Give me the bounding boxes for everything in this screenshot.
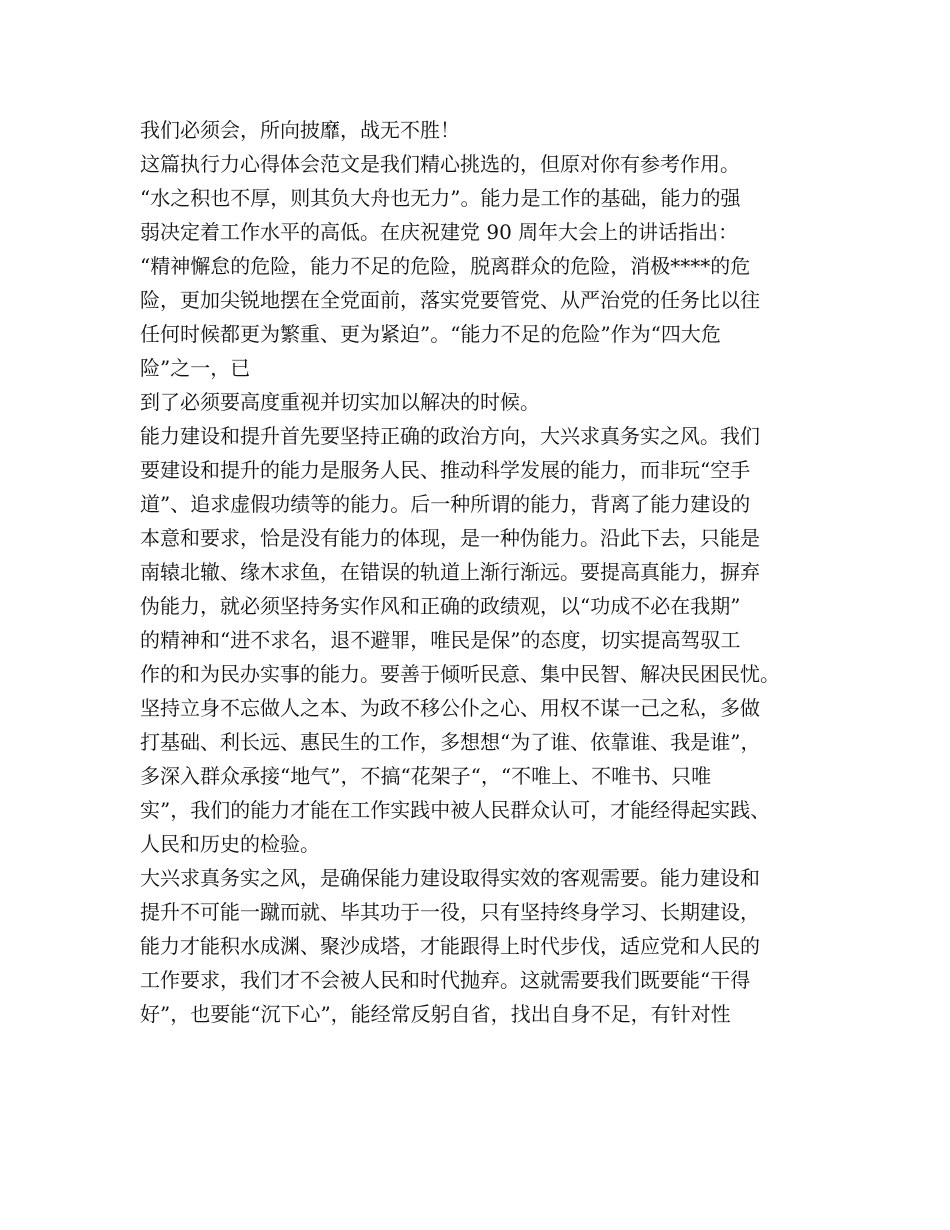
text-line: 道”、追求虚假功绩等的能力。后一种所谓的能力，背离了能力建设的 bbox=[140, 492, 751, 516]
text-line: 伪能力，就必须坚持务实作风和正确的政绩观，以“功成不必在我期” bbox=[140, 594, 741, 618]
text-line: 提升不可能一蹴而就、毕其功于一役，只有坚持终身学习、长期建设， bbox=[140, 900, 760, 924]
document-body bbox=[140, 113, 830, 1031]
text-line: “精神懈怠的危险，能力不足的危险，脱离群众的危险，消极****的危 bbox=[140, 254, 751, 278]
text-line: 能力建设和提升首先要坚持正确的政治方向，大兴求真务实之风。我们 bbox=[140, 424, 760, 448]
text-line: 人民和历史的检验。 bbox=[140, 832, 320, 856]
text-line: 能力才能积水成渊、聚沙成塔，才能跟得上时代步伐，适应党和人民的 bbox=[140, 934, 760, 958]
text-line: 到了必须要高度重视并切实加以解决的时候。 bbox=[140, 390, 540, 414]
text-line: 多深入群众承接“地气”，不搞“花架子“，“不唯上、不唯书、只唯 bbox=[140, 764, 712, 788]
text-line: 好”，也要能“沉下心”，能经常反躬自省，找出自身不足，有针对性 bbox=[140, 1002, 731, 1026]
text-line: 本意和要求，恰是没有能力的体现，是一种伪能力。沿此下去，只能是 bbox=[140, 526, 760, 550]
text-line: 作的和为民办实事的能力。要善于倾听民意、集中民智、解决民困民忧。 bbox=[140, 662, 780, 686]
text-line: 这篇执行力心得体会范文是我们精心挑选的，但原对你有参考作用。 bbox=[140, 152, 740, 176]
text-line: 坚持立身不忘做人之本、为政不移公仆之心、用权不谋一己之私，多做 bbox=[140, 696, 760, 720]
text-line: 实”，我们的能力才能在工作实践中被人民群众认可，才能经得起实践、 bbox=[140, 798, 771, 822]
text-line: 弱决定着工作水平的高低。在庆祝建党 90 周年大会上的讲话指出： bbox=[140, 220, 739, 244]
text-line: 要建设和提升的能力是服务人民、推动科学发展的能力，而非玩“空手 bbox=[140, 458, 751, 482]
text-line: 的精神和“进不求名，退不避罪，唯民是保”的态度，切实提高驾驭工 bbox=[140, 628, 741, 652]
text-line: 险”之一，已 bbox=[140, 356, 251, 380]
text-line: 险，更加尖锐地摆在全党面前，落实党要管党、从严治党的任务比以往 bbox=[140, 288, 760, 312]
text-line: 打基础、利长远、惠民生的工作，多想想“为了谁、依靠谁、我是谁”， bbox=[140, 730, 761, 754]
text-line: 工作要求，我们才不会被人民和时代抛弃。这就需要我们既要能“干得 bbox=[140, 968, 751, 992]
text-line: 大兴求真务实之风，是确保能力建设取得实效的客观需要。能力建设和 bbox=[140, 866, 760, 890]
text-line: 我们必须会，所向披靡，战无不胜！ bbox=[140, 118, 460, 142]
text-line: 任何时候都更为繁重、更为紧迫”。“能力不足的危险”作为“四大危 bbox=[140, 322, 721, 346]
text-line: 南辕北辙、缘木求鱼，在错误的轨道上渐行渐远。要提高真能力，摒弃 bbox=[140, 560, 760, 584]
text-line: “水之积也不厚，则其负大舟也无力”。能力是工作的基础，能力的强 bbox=[140, 186, 741, 210]
